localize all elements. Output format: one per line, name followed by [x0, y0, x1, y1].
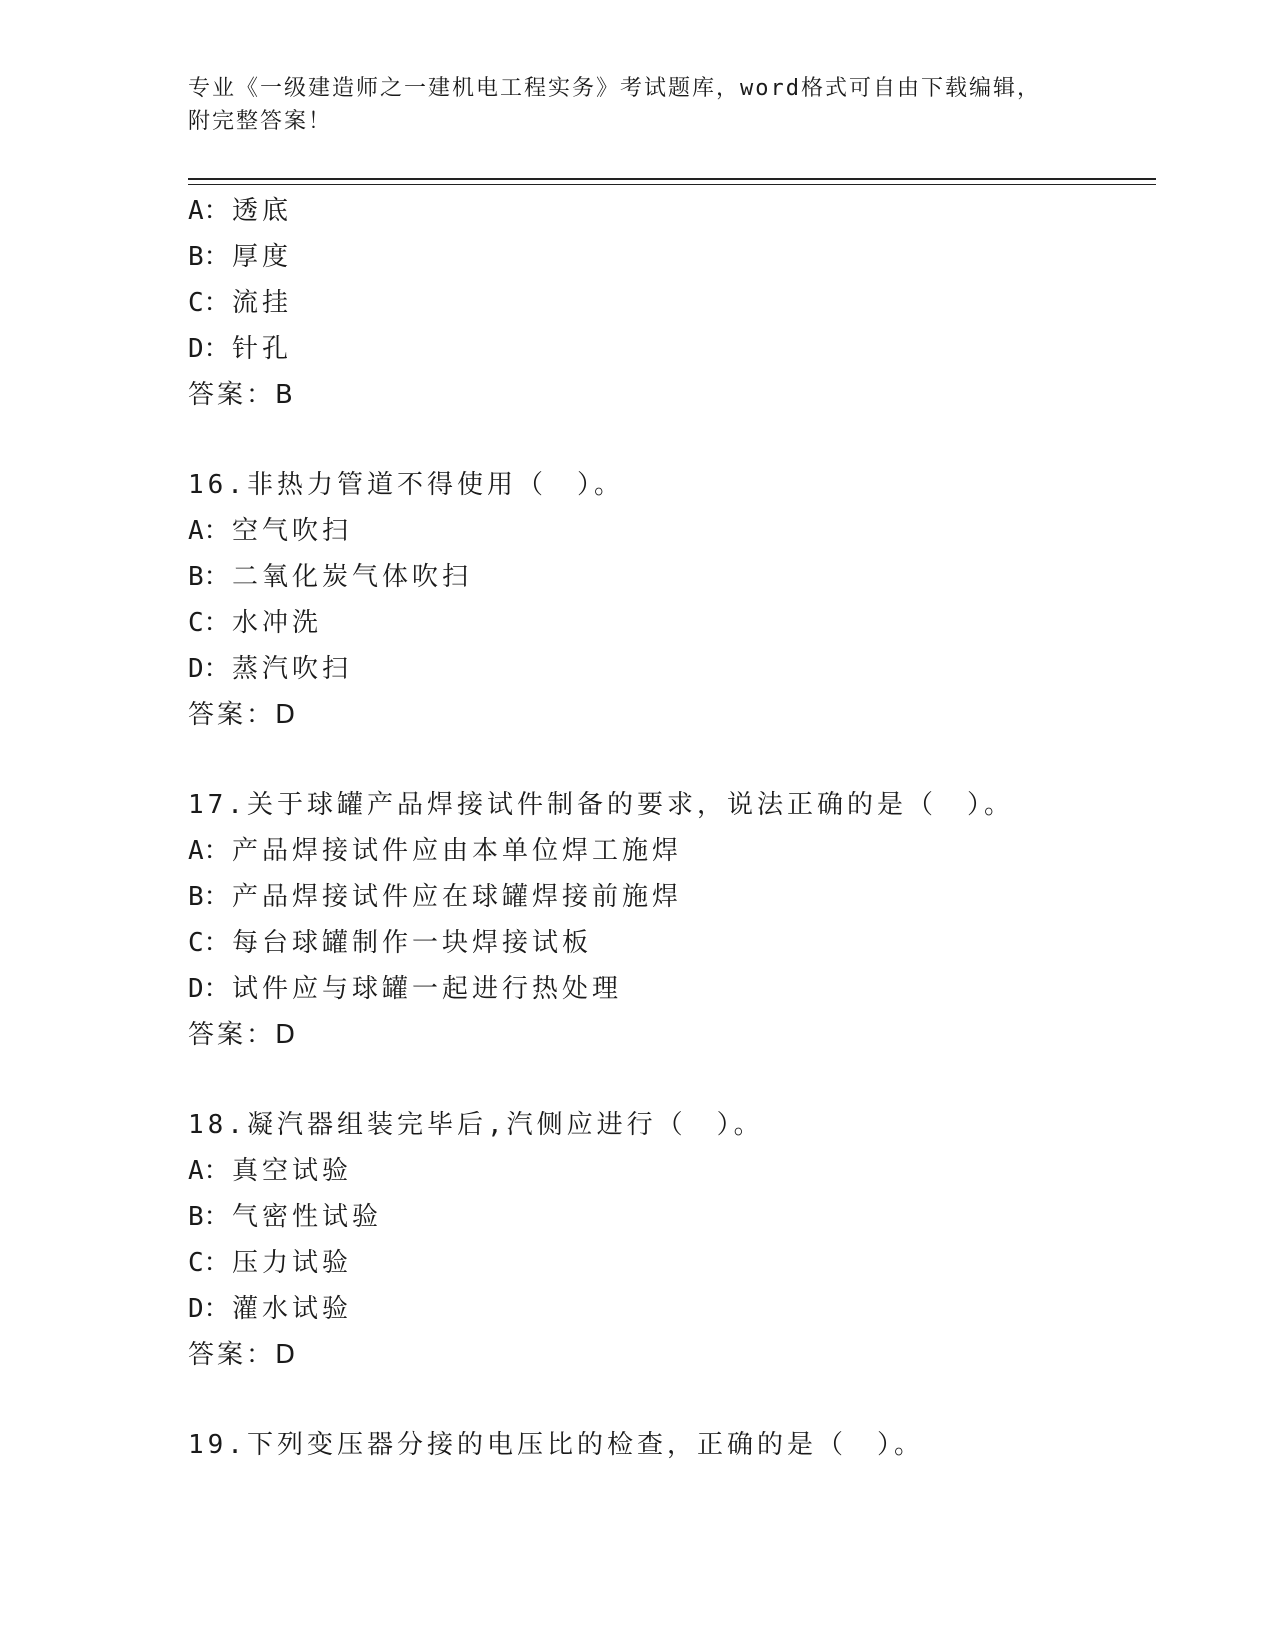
option-c: [188, 280, 1156, 326]
option-text: 产品焊接试件应由本单位焊工施焊: [232, 836, 683, 866]
document-header: [188, 72, 1088, 138]
question-list: [188, 188, 1156, 1468]
header-divider-thick: [188, 178, 1156, 180]
option-text: 产品焊接试件应在球罐焊接前施焊: [232, 882, 683, 912]
option-c: [188, 920, 1156, 966]
option-d: [188, 326, 1156, 372]
option-key: C：: [188, 1248, 230, 1278]
option-key: C：: [188, 928, 230, 958]
option-key: A：: [188, 196, 230, 226]
option-text: 针孔: [232, 334, 293, 364]
option-key: C：: [188, 288, 230, 318]
option-text: 气密性试验: [232, 1202, 383, 1232]
option-text: 压力试验: [232, 1248, 353, 1278]
option-key: B：: [188, 562, 230, 592]
option-key: D：: [188, 1294, 230, 1324]
option-text: 二氧化炭气体吹扫: [232, 562, 473, 592]
option-b: [188, 874, 1156, 920]
question-stem: 18.凝汽器组装完毕后,汽侧应进行（ ）。: [188, 1110, 764, 1140]
question-stem: 17.关于球罐产品焊接试件制备的要求，说法正确的是（ ）。: [188, 790, 1014, 820]
option-key: A：: [188, 1156, 230, 1186]
option-text: 每台球罐制作一块焊接试板: [232, 928, 593, 958]
option-c: [188, 600, 1156, 646]
option-key: D：: [188, 974, 230, 1004]
option-text: 真空试验: [232, 1156, 353, 1186]
spacer: [188, 1378, 1156, 1422]
option-key: B：: [188, 882, 230, 912]
question-carryover: [188, 188, 1156, 418]
option-text: 透底: [232, 196, 293, 226]
option-b: [188, 554, 1156, 600]
spacer: [188, 738, 1156, 782]
answer-line: 答案：D: [188, 1340, 299, 1370]
header-line-1: 专业《一级建造师之一建机电工程实务》考试题库，word格式可自由下载编辑，: [188, 76, 1041, 101]
option-key: B：: [188, 1202, 230, 1232]
option-a: [188, 188, 1156, 234]
question-19: [188, 1422, 1156, 1468]
option-text: 蒸汽吹扫: [232, 654, 353, 684]
option-a: [188, 1148, 1156, 1194]
question-17: [188, 782, 1156, 1058]
option-key: D：: [188, 654, 230, 684]
option-a: [188, 508, 1156, 554]
option-b: [188, 1194, 1156, 1240]
spacer: [188, 1058, 1156, 1102]
option-b: [188, 234, 1156, 280]
option-key: A：: [188, 516, 230, 546]
option-key: C：: [188, 608, 230, 638]
spacer: [188, 418, 1156, 462]
option-a: [188, 828, 1156, 874]
question-stem: 19.下列变压器分接的电压比的检查，正确的是（ ）。: [188, 1430, 924, 1460]
option-c: [188, 1240, 1156, 1286]
option-d: [188, 646, 1156, 692]
option-key: A：: [188, 836, 230, 866]
option-text: 流挂: [232, 288, 293, 318]
header-line-2: 附完整答案！: [188, 109, 333, 134]
answer-line: 答案：D: [188, 700, 299, 730]
option-text: 灌水试验: [232, 1294, 353, 1324]
answer-line: 答案：D: [188, 1020, 299, 1050]
option-d: [188, 966, 1156, 1012]
option-text: 厚度: [232, 242, 293, 272]
answer-line: 答案：B: [188, 380, 296, 410]
option-key: B：: [188, 242, 230, 272]
header-divider-thin: [188, 184, 1156, 185]
option-key: D：: [188, 334, 230, 364]
option-text: 水冲洗: [232, 608, 323, 638]
question-18: [188, 1102, 1156, 1378]
option-d: [188, 1286, 1156, 1332]
option-text: 空气吹扫: [232, 516, 353, 546]
question-stem: 16.非热力管道不得使用（ ）。: [188, 470, 624, 500]
question-16: [188, 462, 1156, 738]
option-text: 试件应与球罐一起进行热处理: [232, 974, 623, 1004]
